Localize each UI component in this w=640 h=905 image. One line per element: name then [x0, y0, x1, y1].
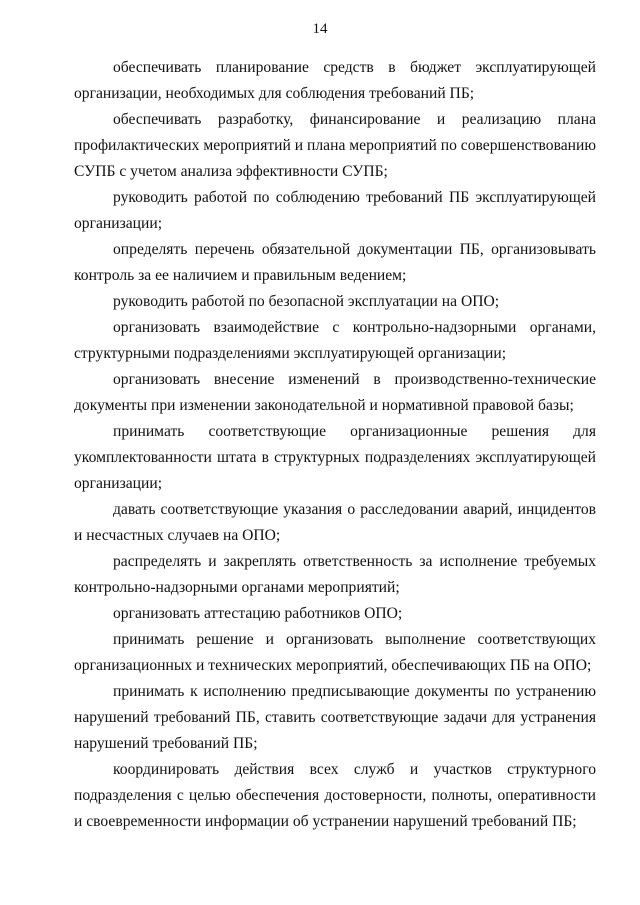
- document-body: [74, 55, 596, 835]
- page-number: 14: [312, 21, 328, 37]
- paragraph: организовать взаимодействие с контрольно-надзорными органами, структурными подразделениями эксплуатирующей организации;: [74, 319, 596, 362]
- paragraph: определять перечень обязательной документации ПБ, организовывать контроль за ее наличием и правильным ведением;: [74, 241, 596, 284]
- paragraph: распределять и закреплять ответственность за исполнение требуемых контрольно-надзорными органами мероприятий;: [74, 553, 596, 596]
- paragraph: принимать решение и организовать выполнение соответствующих организационных и технических мероприятий, обеспечивающих ПБ на ОПО;: [74, 631, 596, 674]
- paragraph: руководить работой по безопасной эксплуатации на ОПО;: [113, 293, 500, 310]
- paragraph: организовать аттестацию работников ОПО;: [113, 605, 403, 622]
- paragraph: организовать внесение изменений в производственно-технические документы при изменении законодательной и нормативной правовой базы;: [74, 371, 596, 414]
- paragraph: принимать соответствующие организационные решения для укомплектованности штата в структурных подразделениях эксплуатирующей организации;: [74, 423, 596, 492]
- paragraph: руководить работой по соблюдению требований ПБ эксплуатирующей организации;: [74, 189, 596, 232]
- paragraph: обеспечивать планирование средств в бюджет эксплуатирующей организации, необходимых для соблюдения требований ПБ;: [74, 59, 596, 102]
- paragraph: координировать действия всех служб и участков структурного подразделения с целью обеспечения достоверности, полноты, оперативности и своевременности информации об устранении нарушений требований ПБ;: [74, 761, 596, 830]
- paragraph: обеспечивать разработку, финансирование и реализацию плана профилактических мероприятий и плана мероприятий по совершенствованию СУПБ с учетом анализа эффективности СУПБ;: [74, 111, 596, 180]
- paragraph: давать соответствующие указания о расследовании аварий, инцидентов и несчастных случаев на ОПО;: [74, 501, 596, 544]
- paragraph: принимать к исполнению предписывающие документы по устранению нарушений требований ПБ, ставить соответствующие задачи для устранения нарушений требований ПБ;: [74, 683, 596, 752]
